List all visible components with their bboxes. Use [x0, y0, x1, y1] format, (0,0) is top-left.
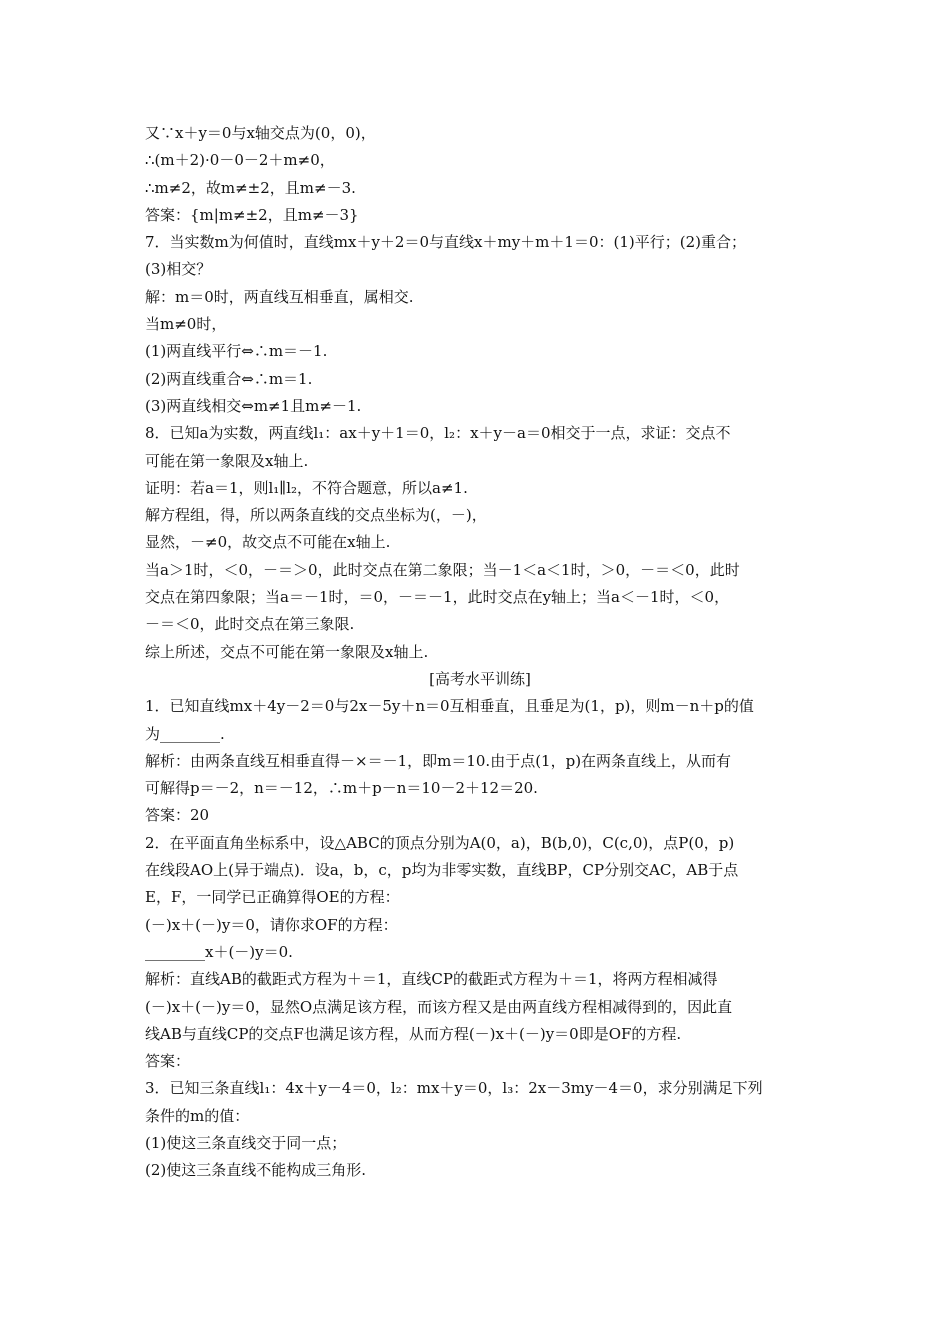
- problem-8-line: 可能在第一象限及x轴上.: [145, 451, 309, 470]
- analysis-line: (－)x＋(－)y＝0，显然O点满足该方程，而该方程又是由两直线方程相减得到的，因此直: [145, 997, 733, 1016]
- analysis-line: 线AB与直线CP的交点F也满足该方程，从而方程(－)x＋(－)y＝0即是OF的方程.: [145, 1024, 682, 1043]
- problem-2-line: (－)x＋(－)y＝0，请你求OF的方程：: [145, 915, 398, 934]
- document-body: [145, 120, 815, 1185]
- proof-line: －＝＜0，此时交点在第三象限.: [145, 615, 355, 634]
- text-line: ∴(m＋2)·0－0－2＋m≠0，: [145, 151, 335, 170]
- proof-line: 综上所述，交点不可能在第一象限及x轴上.: [145, 642, 429, 661]
- text-line: ∴m≠2，故m≠±2，且m≠－3.: [145, 178, 356, 197]
- problem-3-line: 3．已知三条直线l₁：4x＋y－4＝0，l₂：mx＋y＝0，l₃：2x－3my－4＝0，求分别满足下列: [145, 1079, 763, 1098]
- solution-line: (1)两直线平行⇔∴m＝－1.: [145, 342, 328, 361]
- solution-line: 解：m＝0时，两直线互相垂直，属相交.: [145, 287, 414, 306]
- solution-line: (2)两直线重合⇔∴m＝1.: [145, 369, 313, 388]
- problem-7-line: (3)相交？: [145, 260, 212, 279]
- problem-2-line: ________x＋(－)y＝0.: [145, 942, 293, 961]
- answer-line: 答案：{m|m≠±2，且m≠－3}: [145, 205, 359, 224]
- section-heading: [高考水平训练]: [429, 669, 531, 688]
- problem-2-line: 2．在平面直角坐标系中，设△ABC的顶点分别为A(0，a)，B(b,0)，C(c,0)，点P(0，p): [145, 833, 735, 852]
- solution-line: (3)两直线相交⇔m≠1且m≠－1.: [145, 396, 362, 415]
- proof-line: 交点在第四象限；当a＝－1时，＝0，－＝－1，此时交点在y轴上；当a＜－1时，＜0，: [145, 588, 730, 607]
- answer-line: 答案：20: [145, 806, 210, 825]
- problem-8-line: 8．已知a为实数，两直线l₁：ax＋y＋1＝0，l₂：x＋y－a＝0相交于一点，求证：交点不: [145, 424, 731, 443]
- proof-line: 当a＞1时，＜0，－＝＞0，此时交点在第二象限；当－1＜a＜1时，＞0，－＝＜0，此时: [145, 560, 740, 579]
- analysis-line: 解析：直线AB的截距式方程为＋＝1，直线CP的截距式方程为＋＝1，将两方程相减得: [145, 970, 718, 989]
- solution-line: 当m≠0时，: [145, 315, 227, 334]
- problem-3-line: (1)使这三条直线交于同一点；: [145, 1133, 347, 1152]
- analysis-line: 可解得p＝－2，n＝－12，∴m＋p－n＝10－2＋12＝20.: [145, 779, 538, 798]
- problem-1-line: 为________.: [145, 724, 225, 743]
- problem-7-line: 7．当实数m为何值时，直线mx＋y＋2＝0与直线x＋my＋m＋1＝0：(1)平行；(2)重合；: [145, 233, 746, 252]
- problem-3-line: 条件的m的值：: [145, 1106, 250, 1125]
- problem-2-line: E，F，一同学已正确算得OE的方程：: [145, 888, 400, 907]
- problem-3-line: (2)使这三条直线不能构成三角形.: [145, 1161, 367, 1180]
- problem-2-line: 在线段AO上(异于端点)．设a，b，c，p均为非零实数，直线BP，CP分别交AC，AB于点: [145, 861, 739, 880]
- text-line: 又∵x＋y＝0与x轴交点为(0，0)，: [145, 124, 376, 142]
- proof-line: 解方程组，得，所以两条直线的交点坐标为(，－)，: [145, 506, 487, 525]
- proof-line: 显然，－≠0，故交点不可能在x轴上.: [145, 533, 391, 552]
- answer-line: 答案：: [145, 1052, 191, 1071]
- problem-1-line: 1．已知直线mx＋4y－2＝0与2x－5y＋n＝0互相垂直，且垂足为(1，p)，则m－n＋p的值: [145, 697, 754, 716]
- proof-line: 证明：若a＝1，则l₁∥l₂，不符合题意，所以a≠1.: [145, 478, 468, 497]
- analysis-line: 解析：由两条直线互相垂直得－×＝－1，即m＝10.由于点(1，p)在两条直线上，从而有: [145, 751, 732, 770]
